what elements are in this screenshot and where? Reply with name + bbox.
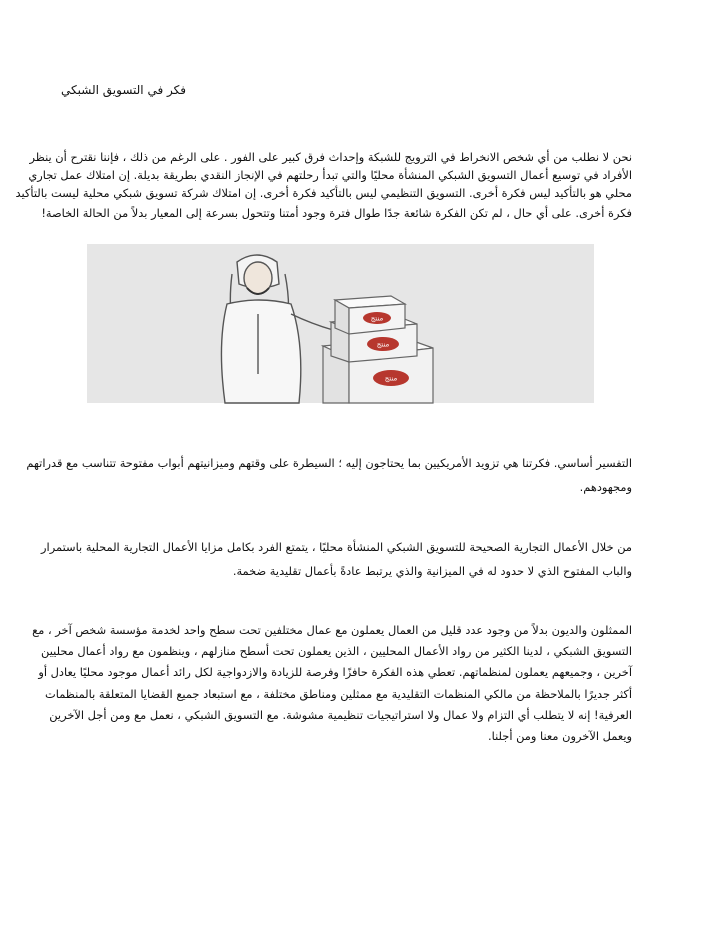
paragraph-line: ويعمل الآخرون معنا ومن أجلنا. <box>488 729 632 744</box>
box-label-bottom: منتج <box>384 374 398 383</box>
box-label-top: منتج <box>370 314 384 323</box>
paragraph-line: العرفية! إنه لا يتطلب أي التزام ولا عمال ولا استراتيجيات تنظيمية مشوشة. مع التسويق الشبكي ، نعمل مع ومن أجل الآخرين <box>49 707 632 722</box>
document-title: فكر في التسويق الشبكي <box>61 83 186 97</box>
paragraph-line: الممثلون والديون بدلاً من وجود عدد قليل من العمال يعملون مع عمال مختلفين تحت سطح واحد لخدمة مؤسسة شخص آخر ، مع <box>32 623 632 637</box>
box-label-middle: منتج <box>376 340 390 349</box>
paragraph-line: نحن لا نطلب من أي شخص الانخراط في الترويج للشبكة وإحداث فرق كبير على الفور . على الرغم من ذلك ، فإننا نقترح أن ينظر <box>29 150 632 164</box>
paragraph-line: أكثر جديرًا بالملاحظة من مالكي المنظمات التقليدية مع ممثلين ومناطق مختلفة ، مع استبعاد جميع القضايا المتعلقة بالمنظمات <box>45 686 632 701</box>
paragraph-line: محلي هو بالتأكيد ليس فكرة أخرى. التسويق التنظيمي ليس بالتأكيد فكرة أخرى. إن امتلاك شركة تسويق شبكي محلية ليست بالتأكيد <box>15 186 632 200</box>
paragraph-line: من خلال الأعمال التجارية الصحيحة للتسويق الشبكي المنشأة محليًا ، يتمتع الفرد بكامل مزايا الأعمال التجارية المحلية باستمرار <box>41 540 632 554</box>
paragraph-1 <box>15 148 632 222</box>
paragraph-line: الأفراد في توسيع أعمال التسويق الشبكي المنشأة محليًا والتي تبدأ رحلتهم في الإنجاز النقدي بطريقة بديلة. إن امتلاك عمل تجاري <box>28 168 632 182</box>
paragraph-line: فكرة أخرى. على أي حال ، لم تكن الفكرة شائعة جدًا طوال فترة وجود أمتنا وتتحول بسرعة إلى المعيار بدلاً من الحالة الخاصة! <box>41 206 632 220</box>
paragraph-line: التسويق الشبكي ، لدينا الكثير من رواد الأعمال المحليين ، الذين يعملون تحت أسطح منازلهم ، وينظمون مع رواد أعمال محليين <box>41 644 632 659</box>
paragraph-2 <box>26 451 632 499</box>
paragraph-line: التفسير أساسي. فكرتنا هي تزويد الأمريكيين بما يحتاجون إليه ؛ السيطرة على وقتهم وميزانيتهم أبواب مفتوحة تتناسب مع قدراتهم <box>26 456 632 470</box>
paragraph-4 <box>32 620 632 747</box>
paragraph-line: ومجهودهم. <box>579 480 632 494</box>
paragraph-line: والباب المفتوح الذي لا حدود له في الميزانية والذي يرتبط عادةً بأعمال تقليدية ضخمة. <box>232 564 632 578</box>
paragraph-line: آخرين ، وجميعهم يعملون لمنظماتهم. تعطي هذه الفكرة حافزًا وفرصة للزيادة والازدواجية لكل رائد أعمال موجود محليًا يعادل أو <box>38 665 632 680</box>
paragraph-3 <box>41 535 632 583</box>
illustration-man-with-boxes <box>87 244 594 403</box>
